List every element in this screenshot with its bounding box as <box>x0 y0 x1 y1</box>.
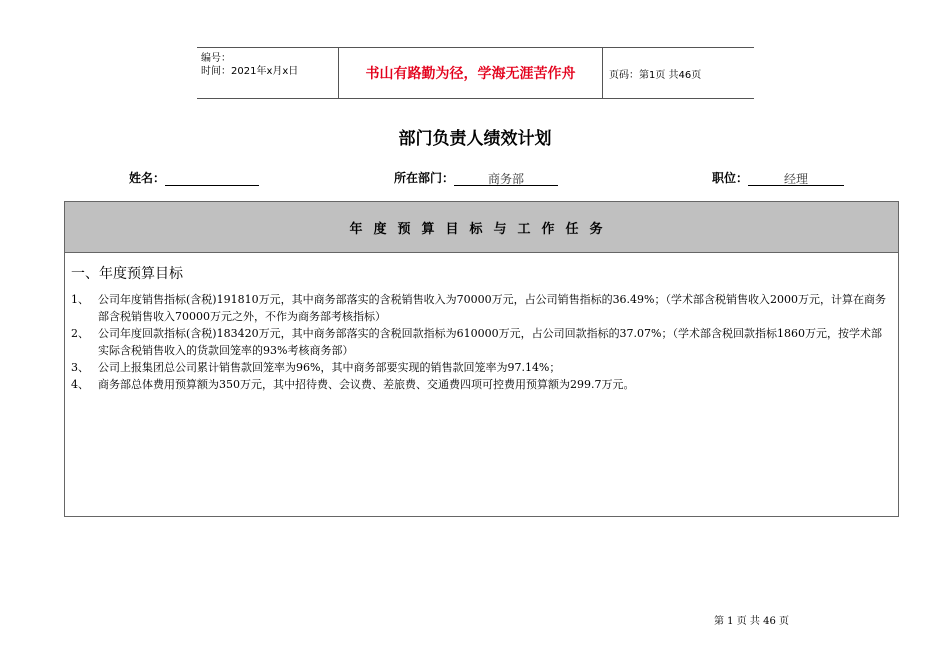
table-heading: 年度预算目标与工作任务 <box>65 202 898 253</box>
serial-label: 编号： <box>201 53 231 64</box>
page-footer: 第 1 页 共 46 页 <box>714 616 789 627</box>
position-value: 经理 <box>748 170 844 186</box>
header-left-cell <box>197 48 338 98</box>
motto: 书山有路勤为径，学海无涯苦作舟 <box>338 48 603 98</box>
dept-label: 所在部门： <box>394 171 455 185</box>
dept-field <box>394 169 558 186</box>
header-table <box>197 47 754 99</box>
page-title: 部门负责人绩效计划 <box>398 129 552 149</box>
table-body <box>65 253 898 393</box>
section-title: 一、年度预算目标 <box>71 266 183 282</box>
name-value <box>165 170 259 186</box>
list-item <box>71 376 892 393</box>
item-number: 3、 <box>71 361 89 374</box>
date-label: 时间：2021年x月x日 <box>201 66 299 77</box>
list-item <box>71 325 892 359</box>
item-number: 4、 <box>71 378 89 391</box>
position-field <box>712 169 844 186</box>
list-item <box>71 359 892 376</box>
item-text: 商务部总体费用预算额为350万元，其中招待费、会议费、差旅费、交通费四项可控费用预算额为299.7万元。 <box>98 378 635 391</box>
list-item <box>71 291 892 325</box>
plan-table <box>64 201 899 517</box>
position-label: 职位： <box>712 171 749 185</box>
item-text: 公司上报集团总公司累计销售款回笼率为96%，其中商务部要实现的销售款回笼率为97.14%； <box>98 361 561 374</box>
page-code: 页码：第1页 共46页 <box>609 69 702 81</box>
item-text: 公司年度销售指标(含税)191810万元，其中商务部落实的含税销售收入为70000万元，占公司销售指标的36.49%；（学术部含税销售收入2000万元，计算在商务部含税销售收入70000万元之外，不作为商务部考核指标） <box>98 293 886 323</box>
name-label: 姓名： <box>129 171 166 185</box>
item-number: 1、 <box>71 293 89 306</box>
dept-value: 商务部 <box>454 170 558 186</box>
item-text: 公司年度回款指标(含税)183420万元，其中商务部落实的含税回款指标为610000万元，占公司回款指标的37.07%；（学术部含税回款指标1860万元，按学术部实际含税销售收入的货款回笼率的93%考核商务部） <box>98 327 882 357</box>
name-field <box>129 169 259 186</box>
item-number: 2、 <box>71 327 89 340</box>
